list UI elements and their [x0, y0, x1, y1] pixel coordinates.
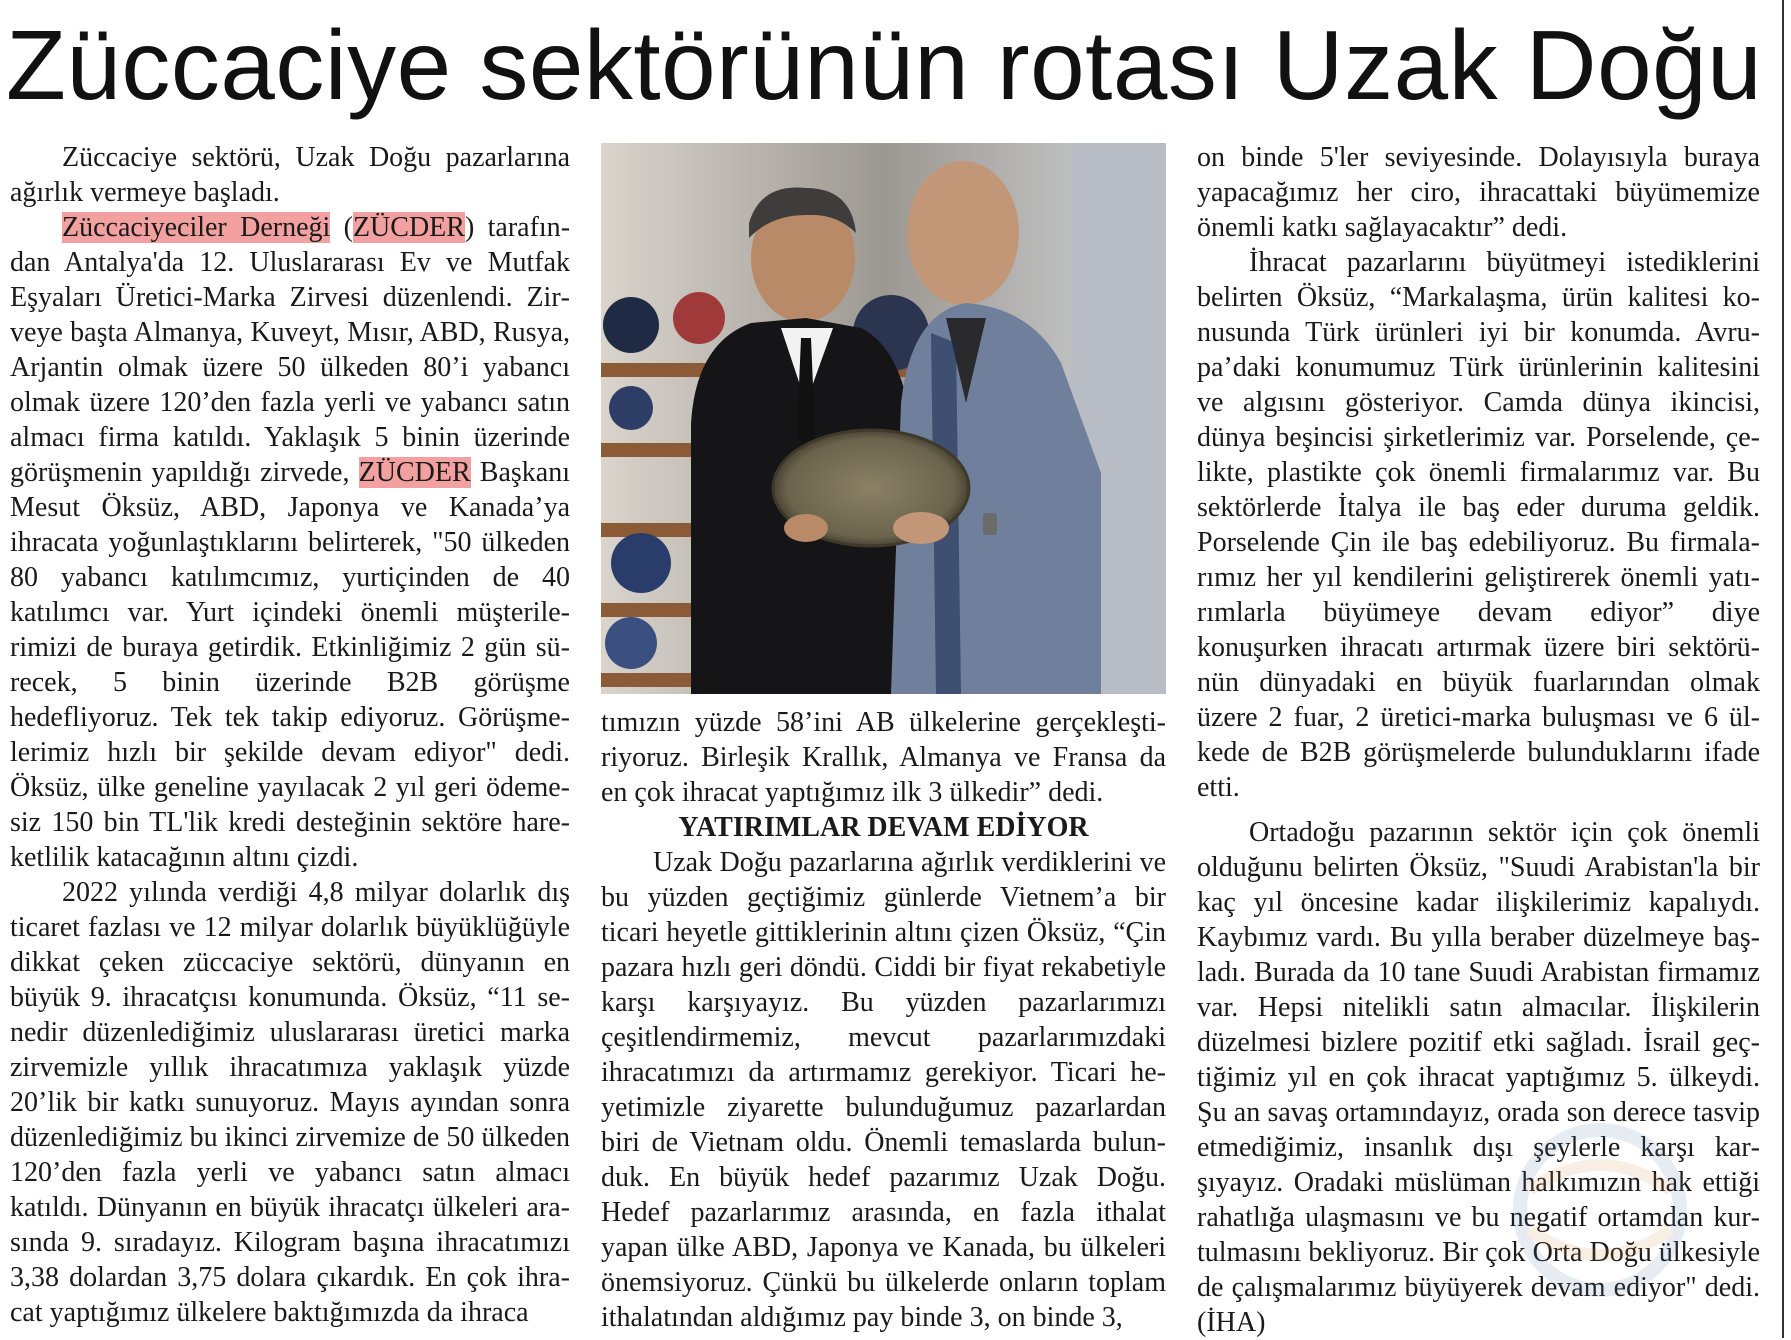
- article-column-1: [10, 140, 570, 1330]
- paragraph: Züccaciye sektörü, Uzak Doğu pazarlarına ağırlık vermeye başladı.: [10, 142, 570, 208]
- highlighted-term: ZÜCDER: [358, 457, 471, 488]
- paragraph: tımızın yüzde 58’ini AB ülkelerine gerçekleştiriyoruz. Birleşik Krallık, Almanya ve Fransa da en çok ihracat yaptığımız ilk 3 ülkedir” dedi.: [601, 707, 1166, 808]
- article-column-2: [601, 705, 1166, 1335]
- news-photo: [601, 143, 1166, 694]
- highlighted-term: Züccaciyeciler Derneği: [62, 212, 331, 243]
- highlighted-term: ZÜCDER: [352, 212, 465, 243]
- column-rule: [1782, 0, 1784, 1338]
- section-subheading: YATIRIMLAR DEVAM EDİYOR: [678, 812, 1089, 843]
- headline: Züccaciye sektörünün rotası Uzak Doğu: [6, 10, 1763, 120]
- paragraph: Ortadoğu pazarının sektör için çok önemli olduğunu belirten Öksüz, "Suudi Arabistan'la bir kaç yıl öncesine kadar ilişkilerimiz kapalıydı. Kaybımız vardı. Bu yılla beraber düzelmeye başladı. Burada da 10 tane Suudi Arabistan firmamız var. Hepsi nitelikli satın almacılar. İlişkilerin düzelmesi bizlere pozitif etki sağladı. İsrail geçtiğimiz yıl en çok ihracat yaptığımız 5. ülkeydi. Şu an savaş ortamındayız, orada son derece tasvip etmediğimiz, insanlık dışı şeylerle karşı karşıyayız. Oradaki müslüman halkımızın hak ettiği rahatlığa ulaşmasını ve bu negatif ortamdan kurtulmasını bekliyoruz. Bir çok Orta Doğu ülkesiyle de çalışmalarımız büyüyerek devam ediyor" dedi. (İHA): [1197, 817, 1760, 1338]
- paragraph: Uzak Doğu pazarlarına ağırlık verdiklerini ve bu yüzden geçtiğimiz günlerde Vietnem’a bir ticari heyetle gittiklerinin altını çizen Öksüz, “Çin pazara hızlı geri döndü. Ciddi bir fiyat rekabetiyle karşı karşıyayız. Bu yüzden pazarlarımızı çeşitlendirmemiz, mevcut pazarlarımızdaki ihracatımızı da artırmamız gerekiyor. Ticari heyetimizle ziyarette bulunduğumuz pazarlardan biri de Vietnam oldu. Önemli temaslarda bulunduk. En büyük hedef pazarımız Uzak Doğu. Hedef pazarlarımız arasında, en fazla ithalat yapan ülke ABD, Japonya ve Kanada, bu ülkeleri önemsiyoruz. Çünkü bu ülkelerde onların toplam ithalatından aldığımız pay binde 3, on binde 3,: [601, 847, 1166, 1333]
- paragraph: Züccaciyeciler Derneği (ZÜCDER) tarafından Antalya'da 12. Uluslararası Ev ve Mutfak Eşyaları Üretici-Marka Zirvesi düzenlendi. Zirveye başta Almanya, Kuveyt, Mısır, ABD, Rusya, Arjantin olmak üzere 50 ülkeden 80’i yabancı olmak üzere 120’den fazla yerli ve yabancı satın almacı firma katıldı. Yaklaşık 5 binin üzerinde görüşmenin yapıldığı zirvede, ZÜCDER Başkanı Mesut Öksüz, ABD, Japonya ve Kanada’ya ihracata yoğunlaştıklarını belirterek, "50 ülkeden 80 yabancı katılımcımız, yurtiçinden de 40 katılımcı var. Yurt içindeki önemli müşterilerimizi de buraya getirdik. Etkinliğimiz 2 gün sürecek, 5 binin üzerinde B2B görüşme hedefliyoruz. Tek tek takip ediyoruz. Görüşmelerimiz hızlı bir şekilde devam ediyor" dedi. Öksüz, ülke geneline yayılacak 2 yıl geri ödemesiz 150 bin TL'lik kredi desteğinin sektöre hareketlilik katacağının altını çizdi.: [10, 212, 571, 873]
- watermark-logo: [1500, 1120, 1700, 1300]
- paragraph: 2022 yılında verdiği 4,8 milyar dolarlık dış ticaret fazlası ve 12 milyar dolarlık büyüklüğüyle dikkat çeken züccaciye sektörü, dünyanın en büyük 9. ihracatçısı konumunda. Öksüz, “11 senedir düzenlediğimiz uluslararası üretici marka zirvemizle yıllık ihracatımıza yaklaşık yüzde 20’lik bir katkı sunuyoruz. Mayıs ayından sonra düzenlediğimiz bu ikinci zirvemize de 50 ülkeden 120’den fazla yerli ve yabancı satın almacı katıldı. Dünyanın en büyük ihracatçı ülkeleri arasında 9. sıradayız. Kilogram başına ihracatımızı 3,38 dolardan 3,75 dolara çıkardık. En çok ihracat yaptığımız ülkelere baktığımızda da ihraca: [10, 877, 570, 1328]
- paragraph: İhracat pazarlarını büyütmeyi istediklerini belirten Öksüz, “Markalaşma, ürün kalitesi konusunda Türk ürünleri iyi bir konumda. Avrupa’daki konumumuz Türk ürünlerinin kalitesini ve algısını gösteriyor. Camda dünya ikincisi, dünya beşincisi şirketlerimiz var. Porselende, çelikte, plastikte çok önemli firmalarımız var. Bu sektörlerde İtalya ile baş eder duruma geldik. Porselende Çin ile baş edebiliyoruz. Bu firmalarımız her yıl kendilerini geliştirerek önemli yatırımlarla büyümeye devam ediyor” diye konuşurken ihracatı artırmak üzere biri sektörünün dünyadaki en büyük fuarlarından olmak üzere 2 fuar, 2 üretici-marka buluşması ve 6 ülkede de B2B görüşmelerde bulunduklarını ifade etti.: [1197, 247, 1760, 803]
- paragraph: on binde 5'ler seviyesinde. Dolayısıyla buraya yapacağımız her ciro, ihracattaki büyümemize önemli katkı sağlayacaktır” dedi.: [1197, 142, 1760, 243]
